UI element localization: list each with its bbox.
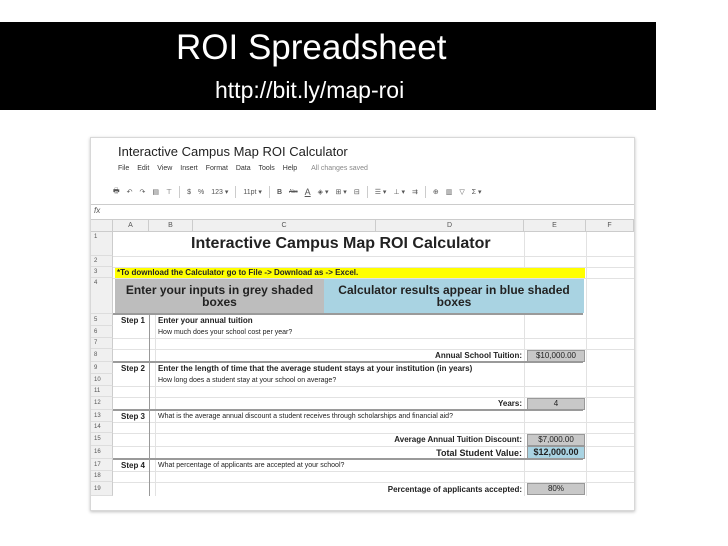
- results-header[interactable]: Calculator results appear in blue shaded boxes: [324, 279, 584, 313]
- column-header-c[interactable]: C: [193, 220, 376, 232]
- column-divider: [149, 314, 150, 496]
- gridline: [113, 422, 634, 423]
- gridline: [113, 471, 634, 472]
- undo-icon[interactable]: ↶: [126, 189, 133, 196]
- step3-label[interactable]: Step 3: [121, 412, 146, 421]
- currency-button[interactable]: $: [187, 188, 191, 196]
- step1-question[interactable]: How much does your school cost per year?: [158, 329, 293, 336]
- gridline: [113, 338, 634, 339]
- row-header[interactable]: 6: [91, 326, 113, 338]
- menu-tools[interactable]: Tools: [258, 165, 275, 172]
- formula-bar[interactable]: [91, 204, 634, 220]
- strikethrough-button[interactable]: Abc: [289, 189, 298, 195]
- inputs-header[interactable]: Enter your inputs in grey shaded boxes: [115, 279, 324, 313]
- step2-label[interactable]: Step 2: [121, 364, 146, 373]
- step2-question[interactable]: How long does a student stay at your school on average?: [158, 377, 337, 384]
- total-student-value-label[interactable]: Total Student Value:: [436, 448, 522, 458]
- slide-title: ROI Spreadsheet: [176, 28, 447, 67]
- spreadsheet-window: [90, 137, 635, 511]
- row-header[interactable]: 11: [91, 386, 113, 397]
- redo-icon[interactable]: ↷: [139, 189, 146, 196]
- step4-label[interactable]: Step 4: [121, 461, 146, 470]
- number-format-button[interactable]: 123 ▾: [211, 189, 229, 196]
- tuition-discount-label[interactable]: Average Annual Tuition Discount:: [394, 435, 522, 444]
- menu-help[interactable]: Help: [282, 165, 298, 172]
- filter-icon[interactable]: ▽: [459, 189, 465, 196]
- borders-icon[interactable]: ⊞ ▾: [335, 189, 347, 196]
- acceptance-rate-label[interactable]: Percentage of applicants accepted:: [387, 485, 522, 494]
- toolbar: [113, 184, 528, 200]
- row-header[interactable]: 8: [91, 349, 113, 362]
- sheet-title[interactable]: Interactive Campus Map ROI Calculator: [191, 235, 491, 252]
- document-title[interactable]: Interactive Campus Map ROI Calculator: [118, 144, 348, 159]
- gridline: [113, 256, 634, 257]
- slide-url: http://bit.ly/map-roi: [215, 77, 405, 103]
- toolbar-divider: [235, 186, 236, 198]
- column-header-e[interactable]: E: [524, 220, 586, 232]
- merge-icon[interactable]: ⊟: [353, 189, 360, 196]
- step4-question[interactable]: What percentage of applicants are accepted at your school?: [158, 462, 345, 469]
- save-status: All changes saved: [311, 165, 368, 172]
- paste-format-icon[interactable]: ▤: [152, 189, 159, 196]
- annual-tuition-input[interactable]: $10,000.00: [527, 350, 585, 362]
- row-header[interactable]: 12: [91, 397, 113, 410]
- years-input[interactable]: 4: [527, 398, 585, 410]
- row-header[interactable]: 18: [91, 471, 113, 482]
- row-header[interactable]: 14: [91, 422, 113, 433]
- row-header[interactable]: 10: [91, 374, 113, 386]
- annual-tuition-label[interactable]: Annual School Tuition:: [435, 351, 522, 360]
- toolbar-divider: [269, 186, 270, 198]
- row-header[interactable]: 1: [91, 232, 113, 256]
- fill-color-icon[interactable]: ◈ ▾: [317, 189, 329, 196]
- years-label[interactable]: Years:: [497, 399, 522, 408]
- step2-heading[interactable]: Enter the length of time that the average student stays at your institution (in years): [158, 364, 473, 373]
- column-divider: [155, 314, 156, 496]
- menu-file[interactable]: File: [118, 165, 130, 172]
- row-header[interactable]: 15: [91, 433, 113, 446]
- font-size-dropdown[interactable]: 11pt ▾: [243, 189, 262, 196]
- sum-function-button[interactable]: Σ ▾: [471, 189, 482, 196]
- percent-button[interactable]: %: [198, 188, 205, 196]
- row-header[interactable]: 3: [91, 267, 113, 278]
- toolbar-divider: [179, 186, 180, 198]
- menu-edit[interactable]: Edit: [137, 165, 150, 172]
- row-header[interactable]: 17: [91, 459, 113, 471]
- total-student-value-result[interactable]: $12,000.00: [527, 446, 585, 459]
- download-note[interactable]: *To download the Calculator go to File -> Download as -> Excel.: [115, 268, 585, 278]
- align-icon[interactable]: ☰ ▾: [374, 189, 387, 196]
- fx-icon: fx: [94, 206, 101, 215]
- step1-label[interactable]: Step 1: [121, 316, 146, 325]
- print-icon[interactable]: 🖶: [113, 187, 120, 195]
- paint-format-icon[interactable]: ⊤: [165, 189, 173, 196]
- column-header-f[interactable]: F: [586, 220, 634, 232]
- acceptance-rate-input[interactable]: 80%: [527, 483, 585, 495]
- text-color-button[interactable]: A: [304, 187, 311, 197]
- corner-cell[interactable]: [91, 220, 113, 232]
- column-divider: [586, 232, 587, 496]
- toolbar-divider: [367, 186, 368, 198]
- row-header[interactable]: 13: [91, 410, 113, 422]
- column-header-d[interactable]: D: [376, 220, 524, 232]
- valign-icon[interactable]: ⊥ ▾: [393, 189, 405, 196]
- row-header[interactable]: 4: [91, 278, 113, 314]
- menu-view[interactable]: View: [157, 165, 173, 172]
- menu-bar: [118, 165, 374, 172]
- column-header-b[interactable]: B: [149, 220, 193, 232]
- insert-row-icon[interactable]: ⊕: [432, 189, 439, 196]
- menu-data[interactable]: Data: [235, 165, 251, 172]
- menu-format[interactable]: Format: [205, 165, 228, 172]
- row-header[interactable]: 5: [91, 314, 113, 326]
- column-header-a[interactable]: A: [113, 220, 149, 232]
- bold-button[interactable]: B: [276, 188, 283, 196]
- row-header[interactable]: 7: [91, 338, 113, 349]
- row-header[interactable]: 19: [91, 482, 113, 496]
- gridline: [113, 386, 634, 387]
- row-header[interactable]: 2: [91, 256, 113, 267]
- row-header[interactable]: 16: [91, 446, 113, 459]
- step3-question[interactable]: What is the average annual discount a student receives through scholarships and financial aid?: [158, 413, 453, 420]
- wrap-icon[interactable]: ⇉: [412, 189, 418, 196]
- menu-insert[interactable]: Insert: [180, 165, 198, 172]
- step1-heading[interactable]: Enter your annual tuition: [158, 316, 253, 325]
- row-header[interactable]: 9: [91, 362, 113, 374]
- insert-chart-icon[interactable]: ▥: [445, 189, 453, 196]
- tuition-discount-input[interactable]: $7,000.00: [527, 434, 585, 446]
- toolbar-divider: [425, 186, 426, 198]
